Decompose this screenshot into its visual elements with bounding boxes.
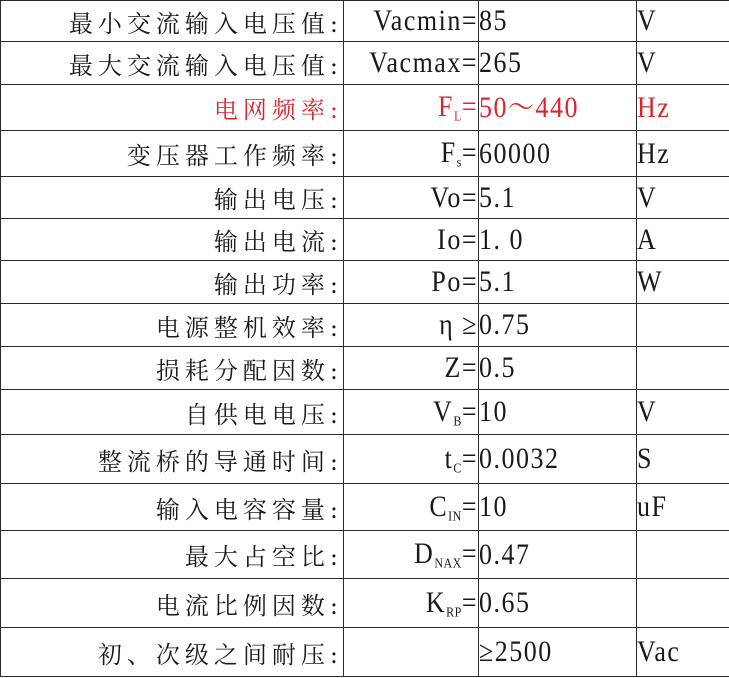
param-symbol-cell bbox=[344, 42, 479, 85]
param-unit: W bbox=[637, 265, 664, 298]
param-value: 50～440 bbox=[479, 90, 580, 124]
param-symbol-cell bbox=[344, 304, 479, 347]
symbol-subscript: C bbox=[453, 459, 462, 476]
param-label: 最大交流输入电压值: bbox=[1, 42, 344, 85]
param-symbol-cell bbox=[344, 261, 479, 304]
param-unit: S bbox=[637, 442, 653, 475]
param-symbol-cell bbox=[344, 347, 479, 390]
param-symbol-cell bbox=[344, 628, 479, 677]
param-value: 60000 bbox=[479, 136, 552, 170]
symbol-base: Io= bbox=[437, 222, 478, 256]
param-value-cell bbox=[479, 85, 637, 131]
table-row bbox=[1, 131, 729, 177]
param-value: 1. 0 bbox=[479, 222, 524, 256]
param-unit: uF bbox=[637, 490, 668, 523]
param-symbol bbox=[444, 441, 478, 476]
param-unit-cell bbox=[637, 579, 729, 628]
symbol-base: K bbox=[425, 585, 447, 619]
symbol-base: t bbox=[444, 441, 454, 475]
param-symbol-cell bbox=[344, 131, 479, 177]
param-label: 输出电压: bbox=[1, 177, 344, 219]
table-row bbox=[1, 390, 729, 435]
table-row bbox=[1, 435, 729, 484]
symbol-operator: = bbox=[461, 136, 478, 169]
param-unit-cell bbox=[637, 347, 729, 390]
param-unit-cell bbox=[637, 484, 729, 531]
param-value-cell bbox=[479, 177, 637, 219]
symbol-subscript: NAX bbox=[434, 555, 462, 571]
table-row bbox=[1, 219, 729, 261]
param-symbol-cell bbox=[344, 177, 479, 219]
param-unit-cell bbox=[637, 390, 729, 435]
table-row bbox=[1, 579, 729, 628]
symbol-base: F bbox=[438, 90, 454, 123]
param-symbol bbox=[437, 222, 478, 256]
symbol-subscript: RP bbox=[446, 603, 462, 620]
param-unit-cell bbox=[637, 219, 729, 261]
param-value: 10 bbox=[479, 395, 508, 428]
symbol-base: D bbox=[414, 537, 435, 570]
param-symbol bbox=[433, 394, 478, 429]
param-value-cell bbox=[479, 484, 637, 531]
param-label: 输入电容容量: bbox=[1, 484, 344, 531]
table-row bbox=[1, 1, 729, 42]
param-label: 自供电电压: bbox=[1, 390, 344, 435]
param-symbol-cell bbox=[344, 531, 479, 579]
param-value: 10 bbox=[479, 490, 508, 523]
param-value: ≥2500 bbox=[479, 635, 553, 668]
param-symbol bbox=[438, 92, 478, 122]
param-label: 输出电流: bbox=[1, 219, 344, 261]
table-row bbox=[1, 628, 729, 677]
param-unit: V bbox=[637, 395, 658, 428]
symbol-operator: = bbox=[461, 441, 478, 475]
param-symbol bbox=[369, 48, 478, 77]
param-value: 0.5 bbox=[479, 351, 516, 384]
param-value-cell bbox=[479, 628, 637, 677]
param-label: 损耗分配因数: bbox=[1, 347, 344, 390]
param-value-cell bbox=[479, 531, 637, 579]
param-symbol-cell bbox=[344, 390, 479, 435]
param-label: 整流桥的导通时间: bbox=[1, 435, 344, 484]
param-unit-cell bbox=[637, 177, 729, 219]
param-symbol-cell bbox=[344, 219, 479, 261]
symbol-subscript: s bbox=[456, 154, 462, 170]
param-value: 0.0032 bbox=[479, 442, 560, 475]
symbol-base: Vo= bbox=[430, 180, 478, 214]
param-unit: A bbox=[637, 222, 658, 256]
param-unit-cell bbox=[637, 531, 729, 579]
param-symbol bbox=[441, 138, 478, 168]
param-symbol-cell bbox=[344, 1, 479, 42]
symbol-base: Vacmax= bbox=[369, 46, 478, 79]
param-unit: Vac bbox=[637, 635, 681, 668]
symbol-operator: = bbox=[461, 394, 478, 428]
table-row bbox=[1, 304, 729, 347]
param-value: 85 bbox=[479, 4, 508, 37]
symbol-base: η ≥ bbox=[439, 308, 478, 341]
param-value: 0.75 bbox=[479, 308, 531, 341]
param-value-cell bbox=[479, 390, 637, 435]
param-symbol bbox=[414, 539, 478, 569]
param-unit-cell bbox=[637, 261, 729, 304]
param-label: 输出功率: bbox=[1, 261, 344, 304]
param-symbol bbox=[429, 489, 478, 524]
param-unit: V bbox=[637, 4, 658, 37]
param-symbol bbox=[425, 585, 478, 620]
symbol-base: Po= bbox=[431, 265, 478, 298]
param-value-cell bbox=[479, 579, 637, 628]
param-symbol bbox=[430, 180, 478, 214]
symbol-subscript: IN bbox=[448, 507, 462, 524]
param-value-cell bbox=[479, 1, 637, 42]
param-label: 电源整机效率: bbox=[1, 304, 344, 347]
param-unit-cell bbox=[637, 131, 729, 177]
param-unit: V bbox=[637, 46, 658, 79]
param-unit-cell bbox=[637, 42, 729, 85]
param-unit-cell bbox=[637, 435, 729, 484]
param-label: 电网频率: bbox=[1, 85, 344, 131]
param-symbol bbox=[439, 310, 478, 339]
symbol-base: F bbox=[440, 136, 457, 169]
symbol-subscript: B bbox=[453, 412, 462, 429]
table-row bbox=[1, 484, 729, 531]
symbol-operator: = bbox=[461, 489, 478, 523]
param-value-cell bbox=[479, 304, 637, 347]
param-value-cell bbox=[479, 435, 637, 484]
param-symbol bbox=[373, 6, 478, 35]
param-value-cell bbox=[479, 219, 637, 261]
symbol-base: Vacmin= bbox=[373, 4, 478, 37]
param-value: 5.1 bbox=[479, 265, 516, 298]
table-row bbox=[1, 531, 729, 579]
param-value: 5.1 bbox=[479, 180, 516, 214]
table-row bbox=[1, 261, 729, 304]
symbol-base: C bbox=[429, 489, 449, 523]
symbol-base: V bbox=[433, 394, 454, 428]
param-value-cell bbox=[479, 42, 637, 85]
param-unit: Hz bbox=[637, 90, 671, 124]
param-value: 0.47 bbox=[479, 537, 531, 571]
param-label: 初、次级之间耐压: bbox=[1, 628, 344, 677]
symbol-subscript: L bbox=[453, 108, 462, 124]
symbol-operator: = bbox=[461, 585, 478, 619]
symbol-operator: = bbox=[461, 537, 478, 570]
param-unit-cell bbox=[637, 85, 729, 131]
symbol-base: Z= bbox=[444, 351, 478, 384]
param-value: 265 bbox=[479, 46, 523, 79]
param-symbol bbox=[444, 353, 478, 382]
table-row bbox=[1, 177, 729, 219]
param-symbol-cell bbox=[344, 85, 479, 131]
param-label: 电流比例因数: bbox=[1, 579, 344, 628]
param-symbol-cell bbox=[344, 435, 479, 484]
param-value-cell bbox=[479, 131, 637, 177]
param-value: 0.65 bbox=[479, 586, 531, 619]
table-row bbox=[1, 42, 729, 85]
param-label: 最大占空比: bbox=[1, 531, 344, 579]
param-value-cell bbox=[479, 261, 637, 304]
param-unit-cell bbox=[637, 304, 729, 347]
table-row-highlighted bbox=[1, 85, 729, 131]
param-symbol-cell bbox=[344, 484, 479, 531]
param-unit: Hz bbox=[637, 136, 671, 170]
param-unit: V bbox=[637, 180, 658, 214]
table-row bbox=[1, 347, 729, 390]
param-unit-cell bbox=[637, 1, 729, 42]
param-value-cell bbox=[479, 347, 637, 390]
symbol-operator: = bbox=[461, 90, 478, 123]
param-label: 变压器工作频率: bbox=[1, 131, 344, 177]
param-symbol-cell bbox=[344, 579, 479, 628]
param-label: 最小交流输入电压值: bbox=[1, 1, 344, 42]
param-unit-cell bbox=[637, 628, 729, 677]
param-symbol bbox=[431, 267, 478, 296]
